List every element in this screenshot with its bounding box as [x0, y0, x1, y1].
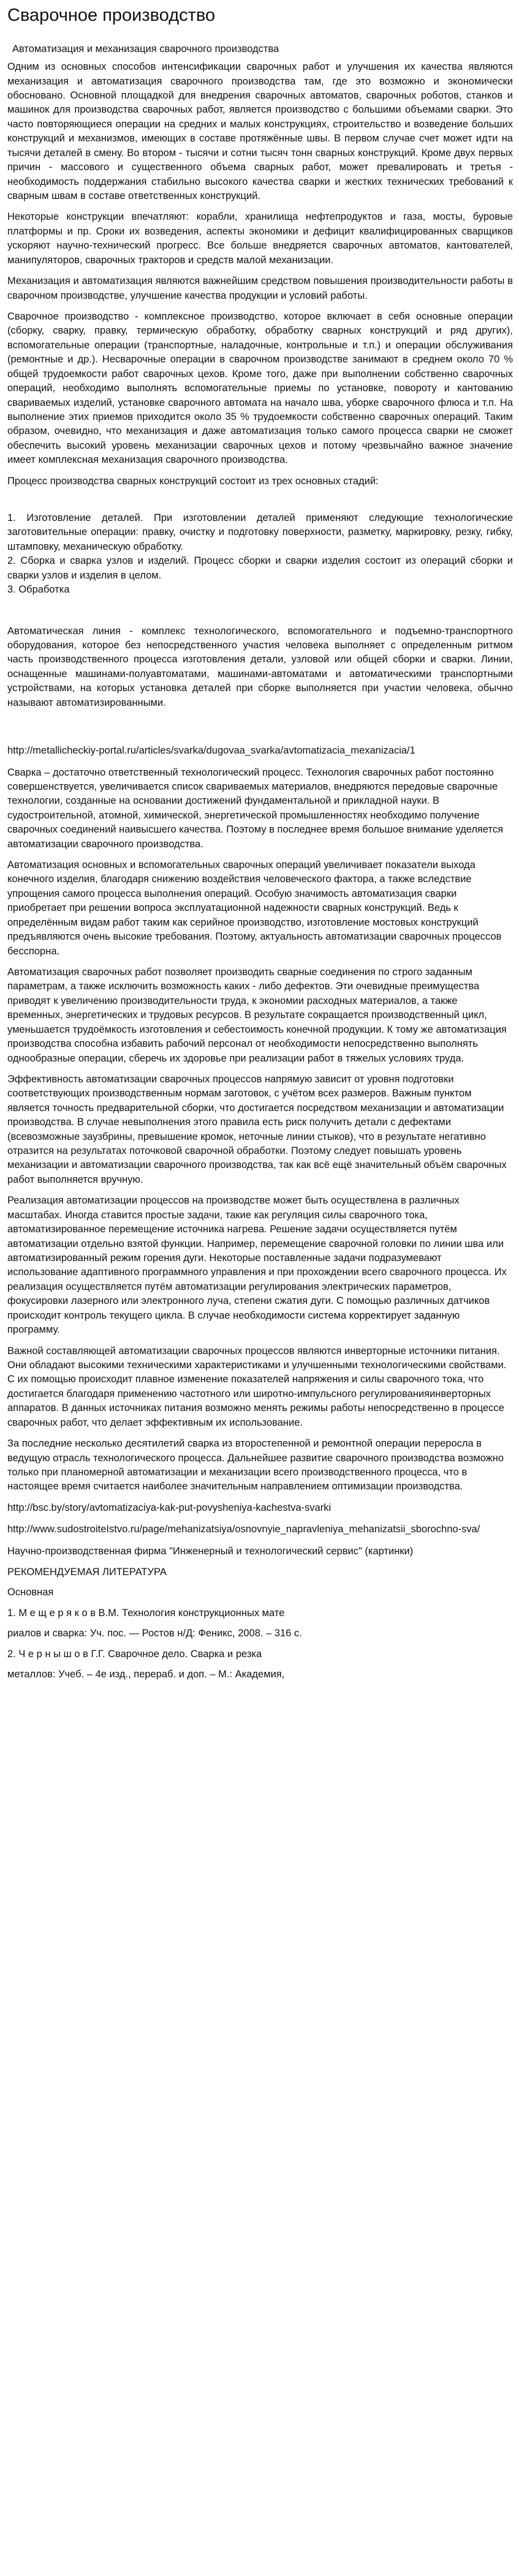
- paragraph: За последние несколько десятилетий сварка из второстепенной и ремонтной операции переросла в ведущую отрасль технологического процесса. Дальнейшее развитие сварочного производства возможно только при планомерной автоматизации и механизации всего производственного процесса, что в настоящее время считается наиболее значительным направлением оптимизации производства.: [7, 1438, 504, 1492]
- paragraph: Одним из основных способов интенсификации сварочных работ и улучшения их качества являются механизация и автоматизация сварочного производства там, где это возможно и экономически обосновано. Основной площадкой для внедрения сварочных автоматов, сварочных роботов, станков и машинок для производства сварочных работ, является производство с большими объемами сварки. Это часто повторяющиеся операции на средних и малых конструкциях, строительство и возведение больших конструкций и механизмов, имеющих в составе протяжённые швы. В первом случае счет может идти на тысячи деталей в смену. Во втором - тысячи и сотни тысяч тонн сварных конструкций. Кроме двух первых причин - массового и существенного объема сварных работ, может превалировать и третья - необходимость поддержания стабильно высокого качества сварки и жестких технических требований к сварным швам в составе ответственных конструкций.: [7, 61, 513, 202]
- paragraph: Сварочное производство - комплексное производство, которое включает в себя основные операции (сборку, сварку, правку, термическую обработку, обработку сварных конструкций и ряд других), вспомогательные операции (транспортные, наладочные, контрольные и т.п.) и операции обслуживания (ремонтные и др.). Несварочные операции в сварочном производстве занимают в среднем около 70 % общей трудоемкости работ сварочных цехов. Кроме того, даже при выполнении собственно сварочных операций, необходимо выполнять вспомогательные приемы по установке, повороту и кантованию свариваемых изделий, установке сварочного автомата на начало шва, уборке сварочного флюса и т.п. На выполнение этих приемов приходится около 35 % трудоемкости собственно сварочных операций. Таким образом, очевидно, что механизация и даже автоматизация только самого процесса сварки не сможет обеспечить высокий уровень механизации сварочных цехов и потому чрезвычайно важное значение имеет комплексная механизация сварочного производства.: [7, 310, 513, 466]
- page-subtitle: Автоматизация и механизация сварочного производства: [12, 43, 279, 54]
- paragraph: Механизация и автоматизация являются важнейшим средством повышения производительности работы в сварочном производстве, улучшение качества продукции и условий работы.: [7, 275, 513, 301]
- paragraph: Автоматическая линия - комплекс технологического, вспомогательного и подъемно-транспортного оборудования, которое без непосредственного участия человека выполняет с определенным ритмом часть производственного процесса изготовления детали, узловой или общей сборки и сварки. Линии, оснащенные машинами-полуавтоматами, машинами-автоматами и автоматическими транспортными устройствами, на которых установка деталей при сборке выполняется при участии человека, обычно называют автоматизированными.: [7, 625, 513, 708]
- paragraph: Процесс производства сварных конструкций состоит из трех основных стадий:: [7, 475, 379, 487]
- source-link[interactable]: http://metallicheckiy-portal.ru/articles/svarka/dugovaa_svarka/avtomatizacia_mexanizacia/1: [7, 745, 415, 757]
- references-heading: РЕКОМЕНДУЕМАЯ ЛИТЕРАТУРА: [7, 1567, 167, 1578]
- reference-line: металлов: Учеб. – 4е изд., перераб. и доп. – М.: Академия,: [7, 1669, 285, 1680]
- stages-list: [7, 511, 513, 597]
- paragraph: Автоматизация основных и вспомогательных сварочных операций увеличивает показатели выхода конечного изделия, благодаря снижению воздействия человеческого фактора, а также вследствие упрощения самого процесса выполнения операций. Особую значимость автоматизация сварки приобретает при решении вопроса эксплуатационной надежности сварных конструкций. Ведь к определённым видам работ таким как серийное производство, изготовление мостовых конструкций предъявляются очень высокие требования. Поэтому, актуальность автоматизации сварочных процессов бесспорна.: [7, 859, 502, 957]
- source-link[interactable]: http://bsc.by/story/avtomatizaciya-kak-put-povysheniya-kachestva-svarki: [7, 1502, 331, 1513]
- paragraph: Сварка – достаточно ответственный технологический процесс. Технология сварочных работ постоянно совершенствуется, увеличивается список свариваемых материалов, внедряются передовые сварочные технологии, созданные на основании достижений фундаментальной и прикладной науки. В судостроительной, атомной, химической, энергетической промышленностях необходимо получение сварочных соединений наивысшего качества. Поэтому в последнее время большое внимание уделяется автоматизации сварочного производства.: [7, 766, 504, 850]
- paragraph: Реализация автоматизации процессов на производстве может быть осуществлена в различных масштабах. Иногда ставится простые задачи, такие как регуляция силы сварочного тока, автоматизированное перемещение источника нагрева. Решение задачи осуществляется путём автоматизации отдельно взятой функции. Например, перемещение сварочной головки по линии шва или автоматизированный режим горения дуги. Некоторые поставленные задачи подразумевают использование адаптивного программного управления и при прохождении всего сварочного процесса. Их реализация осуществляется путём автоматизации регулирования электрических параметров, фокусировки лазерного или электронного луча, степени сжатия дуги. С помощью различных датчиков происходит контроль текущего цикла. В случае необходимости система корректирует заданную программу.: [7, 1195, 507, 1336]
- reference-line: риалов и сварка: Уч. пос. — Ростов н/Д: Феникс, 2008. – 316 с.: [7, 1628, 302, 1639]
- source-link[interactable]: http://www.sudostroiteIstvo.ru/page/mehanizatsiya/osnovnyie_napravleniya_mehanizatsii_sborochno-sva/: [7, 1524, 480, 1535]
- paragraph: Автоматизация сварочных работ позволяет производить сварные соединения по строго заданным параметрам, а также исключить возможность каких - либо дефектов. Эти очевидные преимущества приводят к увеличению производительности труда, к экономии расходных материалов, а также временных, энергетических и трудовых ресурсов. В результате сокращается производственный цикл, уменьшается трудоёмкость изготовления и себестоимость конечной продукции. К тому же автоматизация производства способна избавить рабочий персонал от необходимости непосредственно выполнять однообразные операции, сберечь их здоровье при реализации работ в тяжелых условиях труда.: [7, 967, 507, 1064]
- reference-line: 1. М е щ е р я к о в В.М. Технология конструкционных мате: [7, 1607, 285, 1619]
- references-subheading: Основная: [7, 1587, 54, 1598]
- page-title: Сварочное производство: [7, 6, 216, 25]
- list-item: 2. Сборка и сварка узлов и изделий. Процесс сборки и сварки изделия состоит из операций сборки и сварки узлов и изделия в целом.: [7, 555, 513, 581]
- list-item: 1. Изготовление деталей. При изготовлении деталей применяют следующие технологические заготовительные операции: правку, очистку и подготовку поверхности, разметку, маркировку, резку, гибку, штамповку, механическую обработку.: [7, 512, 513, 552]
- paragraph: Эффективность автоматизации сварочных процессов напрямую зависит от уровня подготовки соответствующих производственным нормам заготовок, с учётом всех размеров. Важным пунктом является точность предварительной сборки, что достигается посредством механизации и автоматизации производства. В случае невыполнения этого правила есть риск получить детали с дефектами (всевозможные заузбрины, превышение кромок, неточные линии стыков), что в результате негативно отразится на результатах поточковой сварочной обработки. Поэтому следует повышать уровень механизации и автоматизации сварочного производства, так как всё ещё значительный объём сварочных работ выполняется вручную.: [7, 1073, 507, 1185]
- list-item: 3. Обработка: [7, 584, 70, 596]
- source-note: Научно-производственная фирма "Инженерный и технологический сервис" (картинки): [7, 1545, 414, 1557]
- paragraph: Некоторые конструкции впечатляют: корабли, хранилища нефтепродуктов и газа, мосты, буровые платформы и пр. Сроки их возведения, аспекты экономики и дефицит квалифицированных сварщиков ускоряют научно-технический прогресс. Все больше внедряется сварочных автоматов, кантователей, манипуляторов, сварочных тракторов и средств малой механизации.: [7, 211, 513, 266]
- reference-line: 2. Ч е р н ы ш о в Г.Г. Сварочное дело. Сварка и резка: [7, 1648, 262, 1660]
- paragraph: Важной составляющей автоматизации сварочных процессов являются инверторные источники питания. Они обладают высокими техническими характеристиками и улучшенными технологическими свойствами. С их помощью происходит плавное изменение показателей напряжения и силы сварочного тока, что достигается благодаря применению частотного или широтно-импульсного регулированияинверторных аппаратов. В данных источниках питания возможно менять режимы работы непосредственно в процессе сварочных работ, что делает эффективным их использование.: [7, 1345, 507, 1428]
